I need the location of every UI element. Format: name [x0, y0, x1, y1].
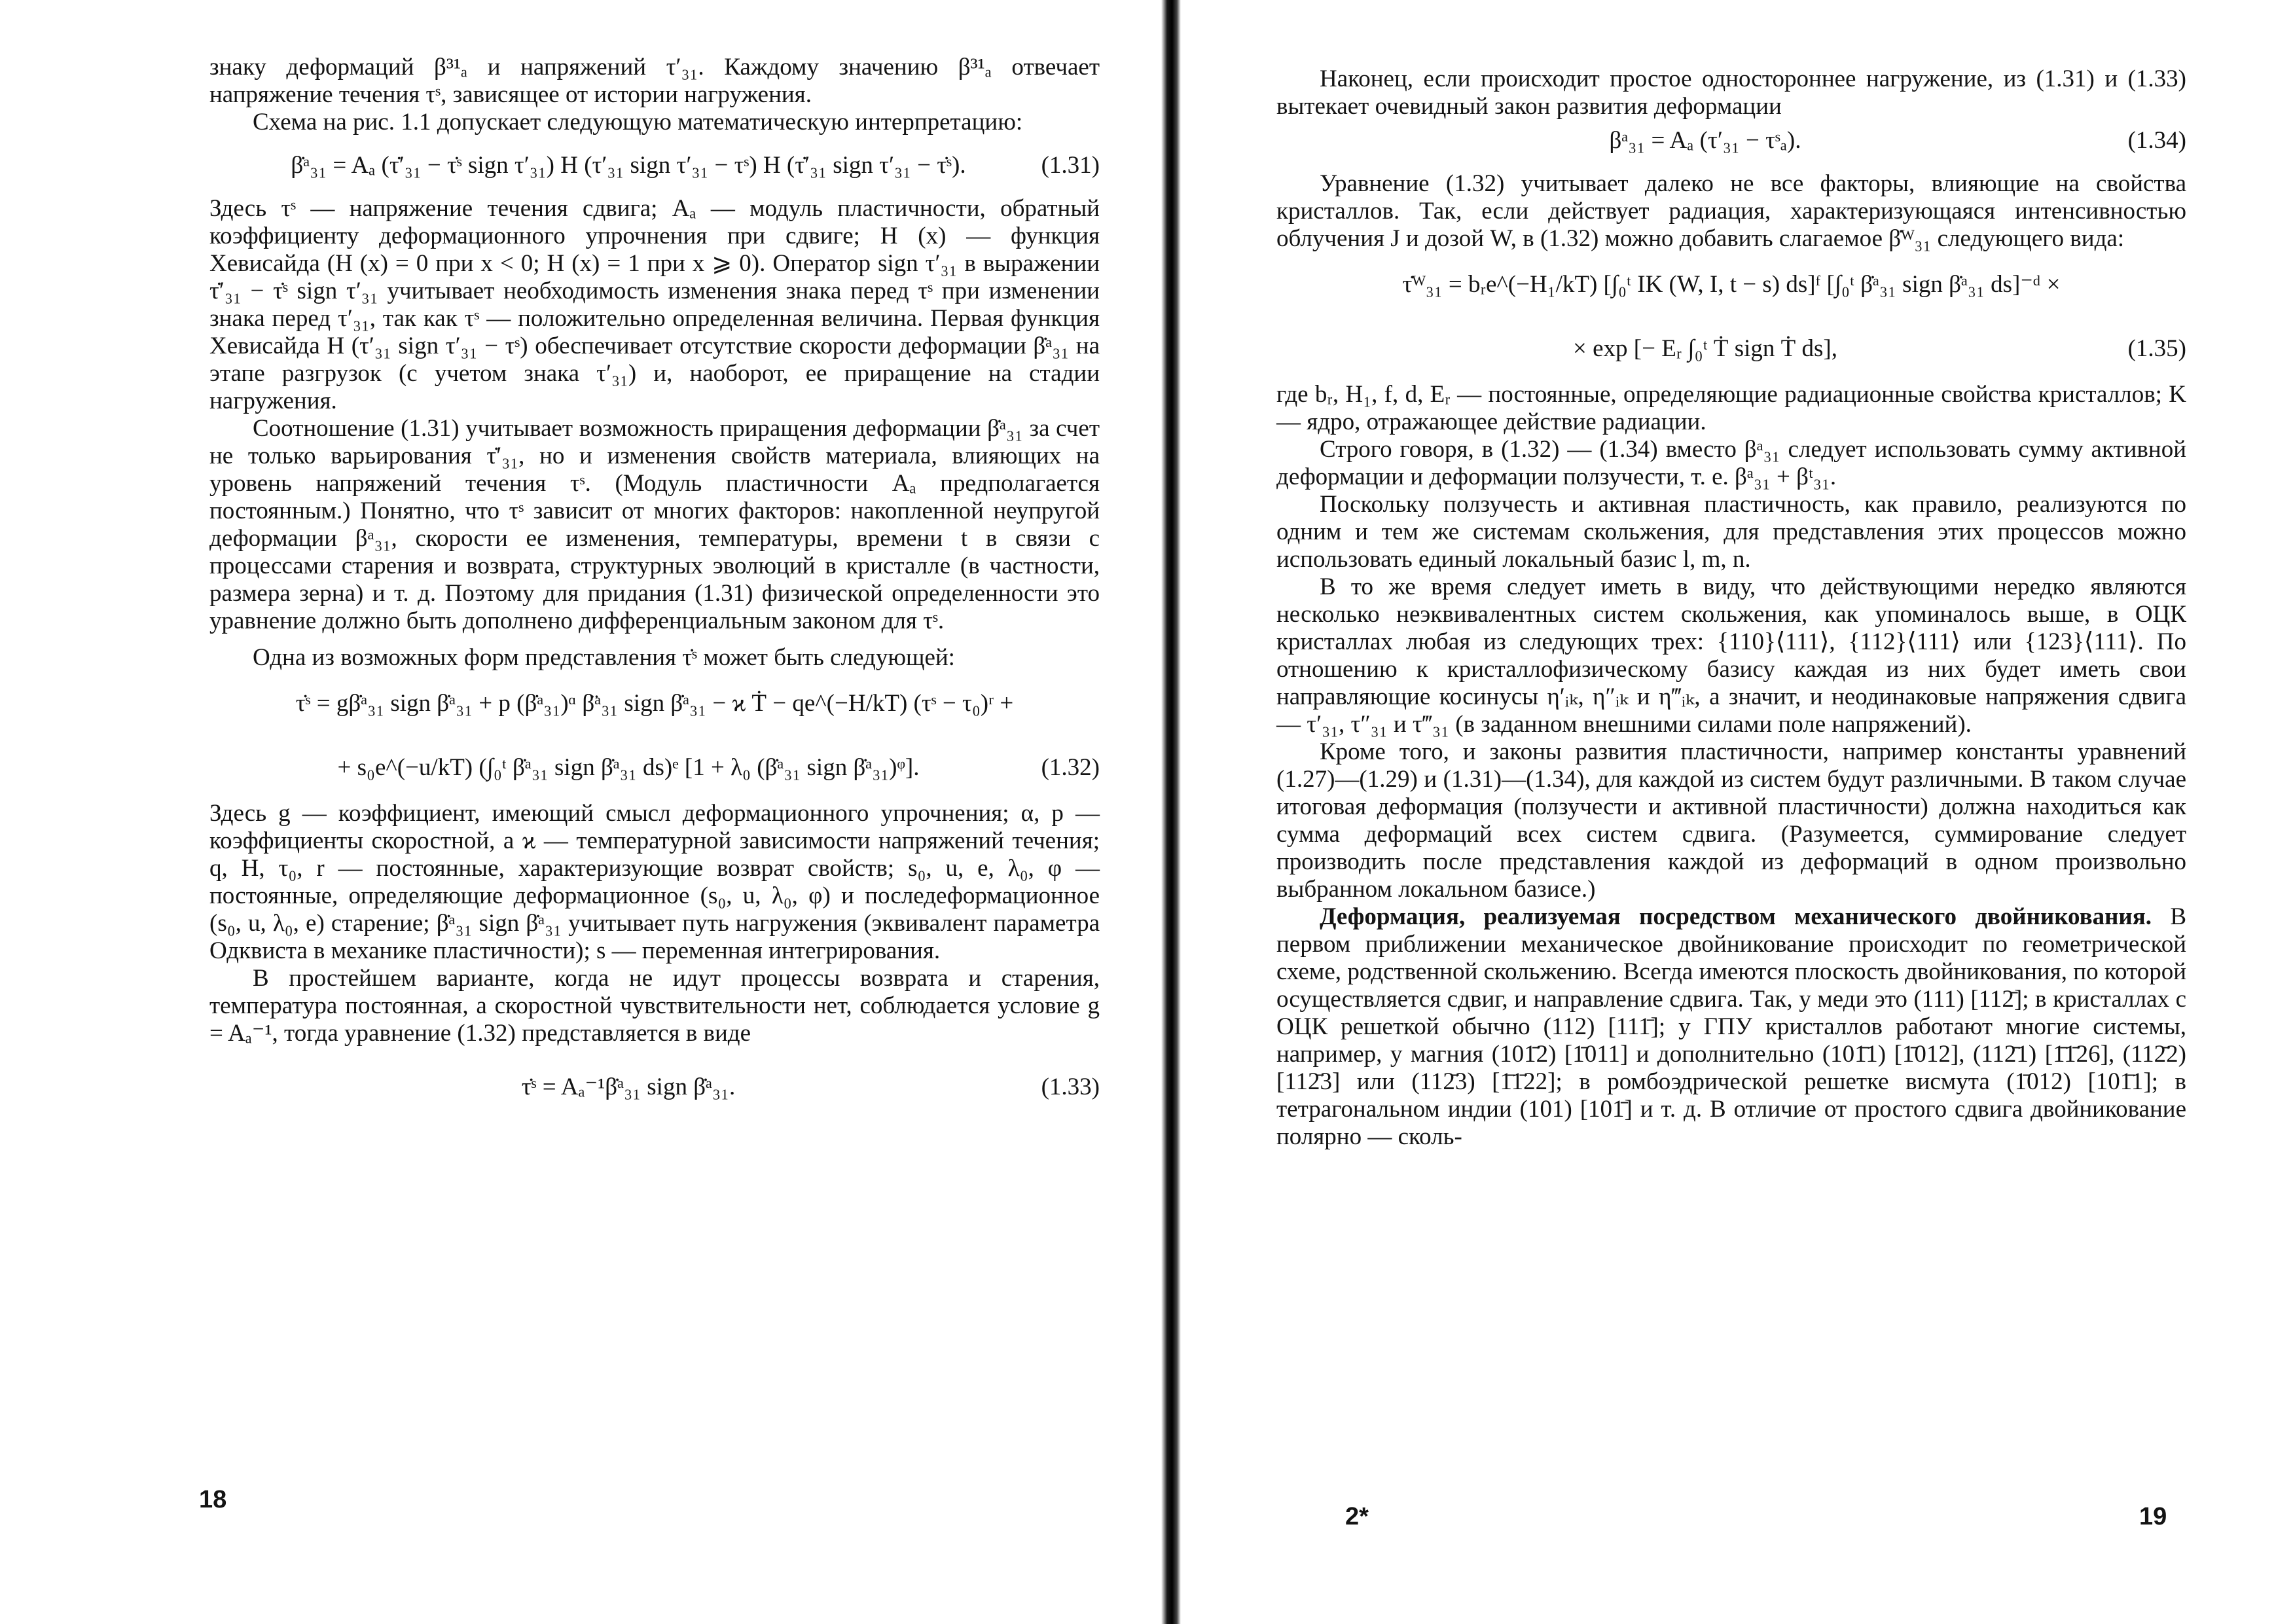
paragraph: знаку деформаций β³¹ₐ и напряжений τ′₃₁. Каждому значению β³¹ₐ отвечает напряжение течения τˢ, зависящее от истории нагружения.: [209, 54, 1100, 108]
signature-mark: 2*: [1345, 1503, 1369, 1530]
equation-body: βᵃ₃₁ = Aₐ (τ′₃₁ − τˢₐ).: [1609, 127, 1801, 154]
equation-1-33: [209, 1067, 1100, 1108]
paragraph: В простейшем варианте, когда не идут процессы возврата и старения, температура постоянная, а скоростной чувствительности нет, соблюдается условие g = Aₐ⁻¹, тогда уравнение (1.32) представляется в виде: [209, 965, 1100, 1047]
paragraph: Уравнение (1.32) учитывает далеко не все факторы, влияющие на свойства кристаллов. Так, если действует радиация, характеризующаяся интенсивностью облучения J и дозой W, в (1.32) можно добавить слагаемое β̇ᵂ₃₁ следующего вида:: [1276, 170, 2186, 252]
equation-body: + s₀e^(−u/kT) (∫₀ᵗ β̇ᵃ₃₁ sign β̇ᵃ₃₁ ds)ᵉ [1 + λ₀ (β̇ᵃ₃₁ sign β̇ᵃ₃₁)ᵠ].: [337, 754, 920, 781]
paragraph: Соотношение (1.31) учитывает возможность приращения деформации β̇ᵃ₃₁ за счет не только варьирования τ̇′₃₁, но и изменения свойств материала, влияющих на уровень напряжений течения τˢ. (Модуль пластичности Aₐ предполагается постоянным.) Понятно, что τˢ зависит от многих факторов: накопленной неупругой деформации βᵃ₃₁, скорости ее изменения, температуры, времени t в связи с процессами старения и возврата, структурных эволюций в кристалле (в частности, размера зерна) и т. д. Поэтому для придания (1.31) физической определенности это уравнение должно быть дополнено дифференциальным законом для τˢ.: [209, 415, 1100, 634]
paragraph-text: В первом приближении механическое двойникование происходит по геометрической схеме, родственной скольжению. Всегда имеются плоскость двойникования, по которой осуществляется сдвиг, и направление сдвига. Так, у меди это (111) [112̄]; в кристаллах с ОЦК решеткой обычно (112) [111̄]; у ГПУ кристаллов работают многие системы, например, у магния (101̄2) [1̄011] и дополнительно (101̄1) [1̄012], (112̄1) [1̄1̄26], (112̄2) [112̄3] или (112̄3) [1̄1̄22]; в ромбоэдрической решетке висмута (1̄012) [101̄1]; в тетрагональном индии (101) [101̄] и т. д. В отличие от простого сдвига двойникование полярно — сколь-: [1276, 903, 2186, 1150]
paragraph: Поскольку ползучесть и активная пластичность, как правило, реализуются по одним и тем же системам скольжения, для представления этих процессов можно использовать единый локальный базис l, m, n.: [1276, 491, 2186, 573]
equation-number: (1.33): [1041, 1074, 1100, 1100]
equation-1-35-line-2: [1276, 317, 2186, 381]
equation-body: β̇ᵃ₃₁ = Aₐ (τ̇′₃₁ − τ̇ˢ sign τ′₃₁) H (τ′₃₁ sign τ′₃₁ − τˢ) H (τ̇′₃₁ sign τ′₃₁ − τ̇ˢ).: [291, 152, 966, 179]
right-text-column: [1276, 65, 2186, 1151]
paragraph: Наконец, если происходит простое одностороннее нагружение, из (1.31) и (1.33) вытекает очевидный закон развития деформации: [1276, 65, 2186, 120]
paragraph: В то же время следует иметь в виду, что действующими нередко являются несколько неэквивалентных систем скольжения, как упоминалось выше, в ОЦК кристаллах любая из следующих трех: {110}⟨111⟩, {112}⟨111⟩ или {123}⟨111⟩. По отношению к кристаллофизическому базису каждая из них будет иметь свои направляющие косинусы η′ᵢₖ, η″ᵢₖ и η‴ᵢₖ, а значит, и неодинаковые напряжения сдвига — τ′₃₁, τ″₃₁ и τ‴₃₁ (в заданном внешними силами поле напряжений).: [1276, 573, 2186, 738]
equation-1-34: [1276, 120, 2186, 161]
equation-number: (1.31): [1041, 152, 1100, 179]
equation-body: × exp [− Eᵣ ∫₀ᵗ Ṫ sign Ṫ ds],: [1572, 335, 1838, 362]
equation-body: τ̇ᵂ₃₁ = bᵣe^(−H₁/kT) [∫₀ᵗ IK (W, I, t − s) ds]ᶠ [∫₀ᵗ β̇ᵃ₃₁ sign β̇ᵃ₃₁ ds]⁻ᵈ ×: [1402, 271, 2061, 298]
equation-1-35-line-1: [1276, 253, 2186, 317]
equation-number: (1.35): [2127, 335, 2186, 362]
equation-1-31: [209, 145, 1100, 186]
right-page: [1191, 0, 2293, 1624]
paragraph: Здесь g — коэффициент, имеющий смысл деформационного упрочнения; α, p — коэффициенты скоростной, а ϰ — температурной зависимости напряжений течения; q, H, τ₀, r — постоянные, характеризующие возврат свойств; s₀, u, e, λ₀, φ — постоянные, определяющие деформационное (s₀, u, λ₀, φ) и последеформационное (s₀, u, λ₀, e) старение; β̇ᵃ₃₁ sign β̇ᵃ₃₁ учитывает путь нагружения (эквивалент параметра Одквиста в механике пластичности); s — переменная интегрирования.: [209, 800, 1100, 964]
paragraph: Одна из возможных форм представления τ̇ˢ может быть следующей:: [253, 644, 955, 671]
equation-body: τ̇ˢ = gβ̇ᵃ₃₁ sign β̇ᵃ₃₁ + p (β̇ᵃ₃₁)ᵅ β̈ᵃ₃₁ sign β̇ᵃ₃₁ − ϰ Ṫ − qe^(−H/kT) (τˢ − τ₀)ʳ +: [295, 690, 1014, 717]
page-number: 19: [2139, 1503, 2167, 1530]
paragraph: Кроме того, и законы развития пластичности, например константы уравнений (1.27)—(1.29) и (1.31)—(1.34), для каждой из систем будут различными. В таком случае итоговая деформация (ползучести и активной пластичности) должна находиться как сумма деформаций всех систем сдвига. (Разумеется, суммирование следует производить после представления каждой из деформаций в одном произвольно выбранном локальном базисе.): [1276, 738, 2186, 903]
equation-body: τ̇ˢ = Aₐ⁻¹β̇ᵃ₃₁ sign β̇ᵃ₃₁.: [521, 1074, 736, 1100]
paragraph: Строго говоря, в (1.32) — (1.34) вместо βᵃ₃₁ следует использовать сумму активной деформации и деформации ползучести, т. е. βᵃ₃₁ + βᵗ₃₁.: [1276, 436, 2186, 490]
paragraph: Здесь τˢ — напряжение течения сдвига; Aₐ — модуль пластичности, обратный коэффициенту деформационного упрочнения при сдвиге; H (x) — функция Хевисайда (H (x) = 0 при x < 0; H (x) = 1 при x ⩾ 0). Оператор sign τ′₃₁ в выражении τ̇′₃₁ − τ̇ˢ sign τ′₃₁ учитывает необходимость изменения знака перед τˢ при изменении знака перед τ′₃₁, так как τˢ — положительно определенная величина. Первая функция Хевисайда H (τ′₃₁ sign τ′₃₁ − τˢ) обеспечивает отсутствие скорости деформации β̇ᵃ₃₁ на этапе разгрузок (с учетом знака τ′₃₁) и, наоборот, ее приращение на стадии нагружения.: [209, 195, 1100, 414]
equation-1-32-line-1: [209, 672, 1100, 736]
paragraph: где bᵣ, H₁, f, d, Eᵣ — постоянные, определяющие радиационные свойства кристаллов; K — ядро, отражающее действие радиации.: [1276, 381, 2186, 435]
page-number: 18: [199, 1486, 227, 1513]
equation-number: (1.34): [2127, 127, 2186, 154]
book-spine: [1161, 0, 1181, 1624]
twinning-paragraph: [1276, 903, 2186, 1151]
section-heading: Деформация, реализуемая посредством механического двойникования.: [1320, 903, 2152, 930]
equation-number: (1.32): [1041, 754, 1100, 781]
paragraph: Схема на рис. 1.1 допускает следующую математическую интерпретацию:: [253, 109, 1023, 135]
left-text-column: [209, 54, 1100, 1108]
equation-1-32-line-2: [209, 736, 1100, 800]
